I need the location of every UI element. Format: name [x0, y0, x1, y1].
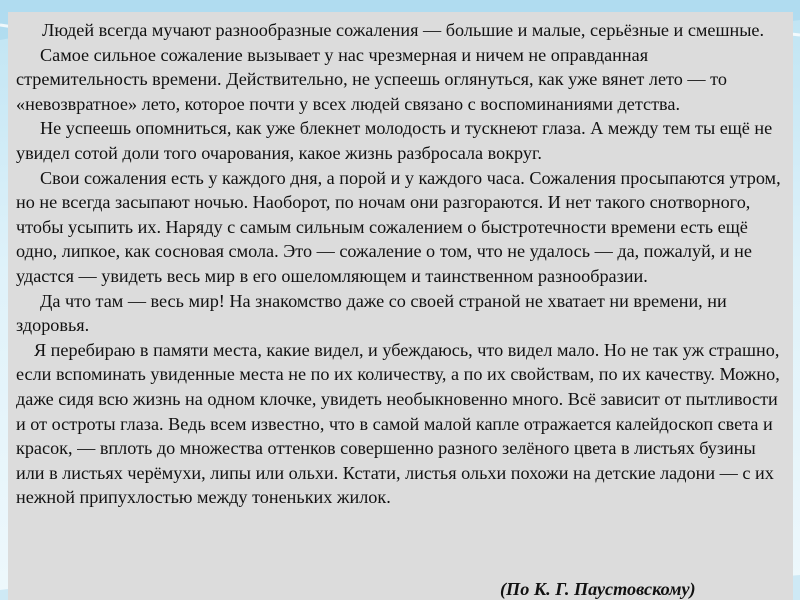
paragraph-4: Свои сожаления есть у каждого дня, а порой и у каждого часа. Сожаления просыпаются утром, но не всегда засыпают ночью. Наоборот, по ночам они разгораются. И нет такого снотворного, чтобы усыпить их. Наряду с самым сильным сожалением о быстротечности времени есть ещё одно, липкое, как сосновая смола. Это — сожаление о том, что не удалось — да, пожалуй, и не удастся — увидеть весь мир в его ошеломляющем и таинственном разнообразии.: [16, 167, 781, 286]
document-text-panel: [8, 12, 793, 600]
paragraph-1: Людей всегда мучают разнообразные сожаления — большие и малые, серьёзные и смешные.: [42, 20, 765, 40]
author-attribution: (По К. Г. Паустовскому): [500, 579, 696, 599]
paragraph-3: Не успеешь опомниться, как уже блекнет молодость и тускнеют глаза. А между тем ты ещё не увидел сотой доли того очарования, какое жизнь разбросала вокруг.: [16, 118, 773, 163]
paragraph-5: Да что там — весь мир! На знакомство даже со своей страной не хватает ни времени, ни здоровья.: [16, 290, 727, 336]
paragraph-6: Я перебираю в памяти места, какие видел, и убеждаюсь, что видел мало. Но не так уж страшно, если вспоминать увиденные места не по их количеству, а по их свойствам, по их качеству. Можно, даже сидя всю жизнь на одном клочке, увидеть необыкновенно много. Всё зависит от пытливости и от остроты глаза. Ведь всем известно, что в самой малой капле отражается калейдоскоп света и красок, — вплоть до множества оттенков совершенно разного зелёного цвета в листьях бузины или в листьях черёмухи, липы или ольхи. Кстати, листья ольхи похожи на детские ладони — с их нежной припухлостью между тоненьких жилок.: [16, 339, 780, 508]
paragraph-2: Самое сильное сожаление вызывает у нас чрезмерная и ничем не оправданная стремительность времени. Действительно, не успеешь оглянуться, как уже вянет лето — то «невозвратное» лето, которое почти у всех людей связано с воспоминаниями детства.: [16, 44, 727, 114]
